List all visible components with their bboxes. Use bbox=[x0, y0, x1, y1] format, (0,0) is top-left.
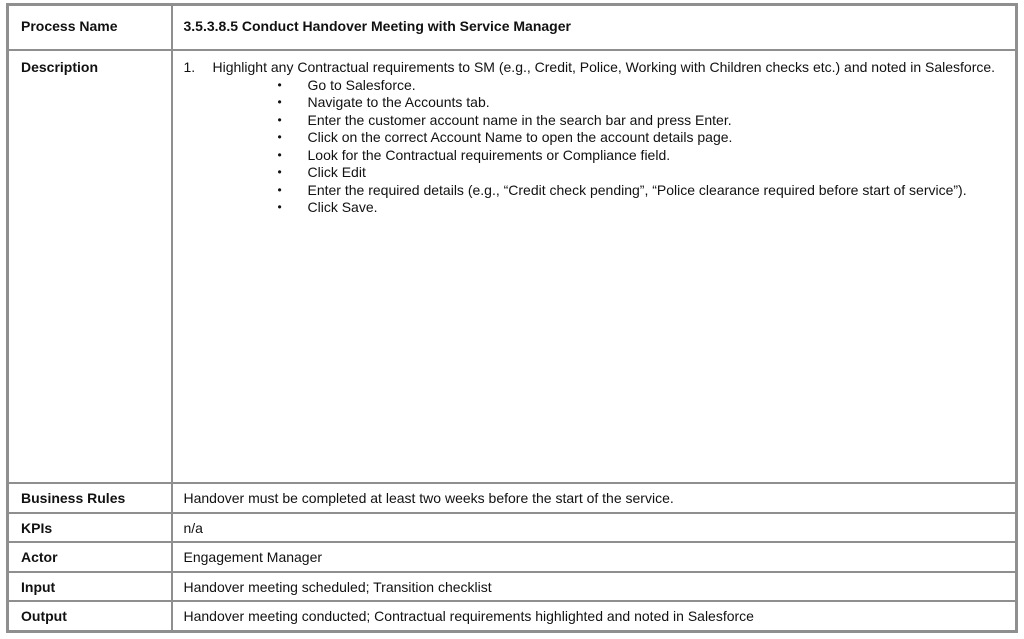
process-name-label: Process Name bbox=[8, 5, 172, 51]
actor-label: Actor bbox=[8, 542, 172, 572]
list-item bbox=[278, 147, 1006, 165]
input-label: Input bbox=[8, 572, 172, 602]
output-label: Output bbox=[8, 601, 172, 631]
description-value bbox=[172, 50, 1017, 483]
list-item bbox=[278, 112, 1006, 130]
list-item-text: Enter the required details (e.g., “Credit check pending”, “Police clearance required before start of service”). bbox=[307, 181, 967, 198]
bullet-icon: • bbox=[277, 77, 282, 92]
row-kpis bbox=[8, 513, 1017, 543]
list-item-text: Enter the customer account name in the search bar and press Enter. bbox=[307, 111, 732, 128]
list-item bbox=[278, 199, 1006, 217]
list-item-text: Go to Salesforce. bbox=[307, 76, 416, 93]
process-name-value: 3.5.3.8.5 Conduct Handover Meeting with Service Manager bbox=[172, 5, 1017, 51]
row-business-rules bbox=[8, 483, 1017, 513]
list-item bbox=[278, 182, 1006, 200]
list-item-text: Click on the correct Account Name to open the account details page. bbox=[307, 129, 733, 145]
list-item bbox=[278, 164, 1006, 182]
list-item-text: Navigate to the Accounts tab. bbox=[307, 94, 490, 110]
row-output bbox=[8, 601, 1017, 631]
numbered-step bbox=[184, 59, 1006, 77]
business-rules-label: Business Rules bbox=[8, 483, 172, 513]
bullet-icon: • bbox=[277, 147, 282, 162]
list-item-text: Look for the Contractual requirements or Compliance field. bbox=[307, 146, 671, 163]
list-item bbox=[278, 77, 1006, 95]
bullet-icon: • bbox=[277, 165, 282, 179]
kpis-value: n/a bbox=[172, 513, 1017, 543]
business-rules-value: Handover must be completed at least two weeks before the start of the service. bbox=[172, 483, 1017, 513]
process-table bbox=[6, 3, 1018, 633]
bullet-icon: • bbox=[277, 200, 282, 214]
step-bullet-list bbox=[184, 77, 1006, 217]
row-input bbox=[8, 572, 1017, 602]
row-process-name bbox=[8, 5, 1017, 51]
bullet-icon: • bbox=[277, 182, 282, 197]
description-label: Description bbox=[8, 50, 172, 483]
bullet-icon: • bbox=[277, 130, 282, 144]
step-text: Highlight any Contractual requirements to SM (e.g., Credit, Police, Working with Children checks etc.) and noted in Salesforce. bbox=[212, 59, 996, 75]
list-item bbox=[278, 94, 1006, 112]
row-actor bbox=[8, 542, 1017, 572]
row-description bbox=[8, 50, 1017, 483]
bullet-icon: • bbox=[277, 112, 282, 127]
actor-value: Engagement Manager bbox=[172, 542, 1017, 572]
bullet-icon: • bbox=[277, 95, 282, 109]
list-item-text: Click Edit bbox=[307, 164, 366, 180]
step-number: 1. bbox=[183, 59, 196, 75]
list-item bbox=[278, 129, 1006, 147]
list-item-text: Click Save. bbox=[307, 199, 378, 215]
input-value: Handover meeting scheduled; Transition checklist bbox=[172, 572, 1017, 602]
kpis-label: KPIs bbox=[8, 513, 172, 543]
output-value: Handover meeting conducted; Contractual requirements highlighted and noted in Salesforce bbox=[172, 601, 1017, 631]
